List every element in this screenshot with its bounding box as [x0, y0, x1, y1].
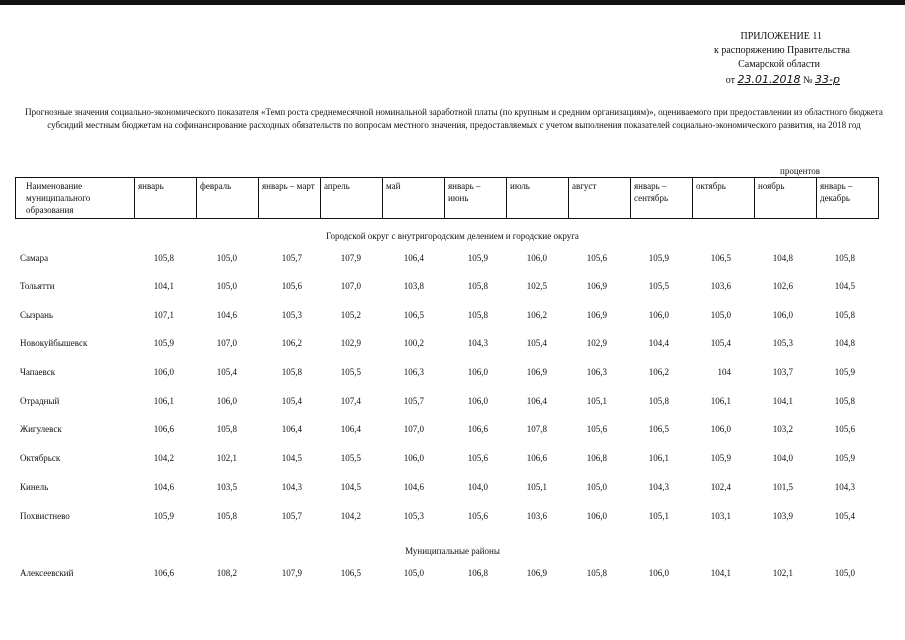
header-month: январь [135, 178, 197, 219]
table-cell: 105,0 [586, 482, 607, 492]
municipality-name: Жигулевск [20, 424, 62, 434]
table-cell: 106,2 [648, 367, 669, 377]
municipality-name: Отрадный [20, 396, 60, 406]
table-cell: 106,8 [467, 568, 488, 578]
table-cell: 105,8 [216, 424, 237, 434]
table-cell: 106,0 [153, 367, 174, 377]
table-cell: 106,9 [526, 367, 547, 377]
units-label: процентов [780, 166, 821, 176]
table-cell: 104,6 [216, 310, 237, 320]
table-cell: 103,6 [710, 281, 731, 291]
table-cell: 105,5 [340, 453, 361, 463]
table-cell: 106,1 [648, 453, 669, 463]
table-cell: 105,4 [281, 396, 302, 406]
table-cell: 104,3 [648, 482, 669, 492]
table-cell: 106,6 [526, 453, 547, 463]
table-cell: 103,7 [772, 367, 793, 377]
handwritten-date: 23.01.2018 [737, 73, 801, 86]
header-month: январь – март [259, 178, 321, 219]
table-row [0, 453, 905, 467]
table-cell: 105,2 [340, 310, 361, 320]
table-cell: 105,4 [526, 338, 547, 348]
municipality-name: Новокуйбышевск [20, 338, 88, 348]
appendix-line-2: к распоряжению Правительства [713, 45, 850, 56]
appendix-date-line [640, 73, 850, 88]
table-cell: 105,9 [153, 338, 174, 348]
table-cell: 103,6 [526, 511, 547, 521]
table-cell: 106,5 [648, 424, 669, 434]
table-cell: 106,0 [710, 424, 731, 434]
header-month: январь – декабрь [817, 178, 879, 219]
table-cell: 106,5 [340, 568, 361, 578]
table-cell: 105,0 [403, 568, 424, 578]
table-cell: 105,9 [153, 511, 174, 521]
table-cell: 106,9 [586, 310, 607, 320]
table-cell: 104,4 [648, 338, 669, 348]
table-cell: 102,5 [526, 281, 547, 291]
table-cell: 107,0 [403, 424, 424, 434]
table-cell: 106,0 [648, 568, 669, 578]
table-cell: 106,0 [526, 253, 547, 263]
table-cell: 105,6 [834, 424, 855, 434]
table-cell: 103,9 [772, 511, 793, 521]
from-label: от [725, 75, 736, 86]
table-cell: 106,1 [153, 396, 174, 406]
table-cell: 104,6 [403, 482, 424, 492]
table-header [15, 177, 879, 219]
table-cell: 106,4 [403, 253, 424, 263]
table-cell: 106,8 [586, 453, 607, 463]
table-cell: 105,8 [834, 253, 855, 263]
table-cell: 105,9 [467, 253, 488, 263]
table-cell: 105,6 [586, 424, 607, 434]
header-month: апрель [321, 178, 383, 219]
table-cell: 106,5 [403, 310, 424, 320]
table-cell: 106,0 [772, 310, 793, 320]
table-cell: 105,8 [586, 568, 607, 578]
municipality-name: Похвистнево [20, 511, 70, 521]
document-title: Прогнозные значения социально-экономического показателя «Темп роста среднемесячной номинальной заработной платы (по крупным и средним организациям)», оцениваемого при предоставлении из областного бюджета субсидий местным бюджетам на софинансирование расходных обязательств по вопросам местного значения, предоставляемых с учетом выполнения показателей социально-экономического развития, на 2018 год [25, 107, 883, 130]
table-cell: 106,0 [403, 453, 424, 463]
table-cell: 106,6 [153, 424, 174, 434]
table-cell: 106,1 [710, 396, 731, 406]
number-label: № [803, 75, 813, 86]
header-month: январь – июнь [445, 178, 507, 219]
section-title: Муниципальные районы [405, 546, 500, 556]
table-cell: 106,9 [526, 568, 547, 578]
table-row [0, 482, 905, 496]
table-cell: 105,0 [710, 310, 731, 320]
table-cell: 104,6 [153, 482, 174, 492]
table-cell: 105,1 [586, 396, 607, 406]
table-row [0, 367, 905, 381]
table-cell: 104,0 [467, 482, 488, 492]
table-cell: 104,2 [153, 453, 174, 463]
table-cell: 105,8 [467, 310, 488, 320]
table-cell: 105,3 [772, 338, 793, 348]
table-cell: 107,8 [526, 424, 547, 434]
top-border [0, 0, 905, 5]
table-cell: 102,1 [772, 568, 793, 578]
table-cell: 102,1 [216, 453, 237, 463]
table-cell: 108,2 [216, 568, 237, 578]
table-cell: 107,0 [216, 338, 237, 348]
municipality-name: Самара [20, 253, 49, 263]
table-cell: 100,2 [403, 338, 424, 348]
municipality-name: Тольятти [20, 281, 55, 291]
table-cell: 104,1 [153, 281, 174, 291]
table-cell: 104,5 [340, 482, 361, 492]
table-cell: 104 [717, 367, 731, 377]
header-month: октябрь [693, 178, 755, 219]
table-cell: 104,1 [710, 568, 731, 578]
table-cell: 105,4 [216, 367, 237, 377]
table-cell: 105,8 [281, 367, 302, 377]
table-cell: 103,5 [216, 482, 237, 492]
table-cell: 107,9 [281, 568, 302, 578]
table-cell: 106,2 [526, 310, 547, 320]
table-cell: 105,4 [710, 338, 731, 348]
table-cell: 104,8 [834, 338, 855, 348]
table-cell: 104,1 [772, 396, 793, 406]
table-cell: 105,8 [648, 396, 669, 406]
table-cell: 105,4 [834, 511, 855, 521]
table-row [0, 253, 905, 267]
table-cell: 106,0 [467, 396, 488, 406]
table-cell: 107,4 [340, 396, 361, 406]
table-cell: 105,8 [467, 281, 488, 291]
table-row [0, 511, 905, 525]
table-cell: 105,9 [710, 453, 731, 463]
table-cell: 105,5 [648, 281, 669, 291]
table-cell: 104,2 [340, 511, 361, 521]
table-cell: 102,9 [586, 338, 607, 348]
table-cell: 105,6 [467, 453, 488, 463]
table-cell: 106,0 [586, 511, 607, 521]
table-cell: 103,8 [403, 281, 424, 291]
table-cell: 105,7 [403, 396, 424, 406]
table-cell: 105,8 [153, 253, 174, 263]
header-month: январь – сентябрь [631, 178, 693, 219]
appendix-line-3: Самарской области [738, 59, 820, 70]
table-cell: 106,3 [586, 367, 607, 377]
table-cell: 105,5 [340, 367, 361, 377]
table-cell: 104,5 [834, 281, 855, 291]
table-cell: 107,9 [340, 253, 361, 263]
section-title: Городской округ с внутригородским делением и городские округа [326, 231, 579, 241]
table-cell: 105,8 [834, 310, 855, 320]
handwritten-number: 33-р [815, 73, 840, 86]
table-row [0, 568, 905, 582]
municipality-name: Чапаевск [20, 367, 56, 377]
table-cell: 102,6 [772, 281, 793, 291]
table-cell: 104,0 [772, 453, 793, 463]
header-municipality: Наименование муниципального образования [16, 178, 135, 219]
table-cell: 104,3 [467, 338, 488, 348]
table-cell: 106,4 [526, 396, 547, 406]
header-month: июль [507, 178, 569, 219]
table-cell: 103,1 [710, 511, 731, 521]
header-month: август [569, 178, 631, 219]
table-cell: 105,8 [834, 396, 855, 406]
table-cell: 104,5 [281, 453, 302, 463]
table-cell: 104,8 [772, 253, 793, 263]
table-cell: 105,9 [648, 253, 669, 263]
table-cell: 105,1 [648, 511, 669, 521]
table-cell: 105,7 [281, 253, 302, 263]
table-cell: 104,3 [834, 482, 855, 492]
municipality-name: Алексеевский [20, 568, 74, 578]
table-cell: 106,0 [216, 396, 237, 406]
table-cell: 105,0 [216, 253, 237, 263]
table-row [0, 338, 905, 352]
table-cell: 104,3 [281, 482, 302, 492]
table-cell: 105,1 [526, 482, 547, 492]
table-cell: 105,9 [834, 453, 855, 463]
table-cell: 102,9 [340, 338, 361, 348]
table-cell: 106,0 [648, 310, 669, 320]
table-cell: 105,6 [467, 511, 488, 521]
municipality-name: Октябрьск [20, 453, 61, 463]
table-row [0, 310, 905, 324]
header-month: май [383, 178, 445, 219]
table-cell: 105,3 [281, 310, 302, 320]
table-cell: 106,6 [153, 568, 174, 578]
table-cell: 106,2 [281, 338, 302, 348]
table-cell: 103,2 [772, 424, 793, 434]
table-cell: 101,5 [772, 482, 793, 492]
table-cell: 106,0 [467, 367, 488, 377]
table-cell: 106,3 [403, 367, 424, 377]
table-cell: 105,0 [216, 281, 237, 291]
table-cell: 106,4 [340, 424, 361, 434]
municipality-name: Кинель [20, 482, 49, 492]
table-cell: 105,3 [403, 511, 424, 521]
table-row [0, 424, 905, 438]
table-cell: 106,6 [467, 424, 488, 434]
table-cell: 107,0 [340, 281, 361, 291]
table-cell: 105,9 [834, 367, 855, 377]
appendix-number: ПРИЛОЖЕНИЕ 11 [740, 31, 822, 42]
table-cell: 106,4 [281, 424, 302, 434]
table-cell: 105,6 [281, 281, 302, 291]
table-row [0, 396, 905, 410]
header-month: ноябрь [755, 178, 817, 219]
table-cell: 107,1 [153, 310, 174, 320]
table-cell: 105,6 [586, 253, 607, 263]
table-cell: 105,8 [216, 511, 237, 521]
table-cell: 105,0 [834, 568, 855, 578]
header-month: февраль [197, 178, 259, 219]
table-row [0, 281, 905, 295]
table-cell: 106,9 [586, 281, 607, 291]
table-cell: 105,7 [281, 511, 302, 521]
table-cell: 102,4 [710, 482, 731, 492]
table-cell: 106,5 [710, 253, 731, 263]
appendix-block [640, 30, 850, 88]
municipality-name: Сызрань [20, 310, 54, 320]
